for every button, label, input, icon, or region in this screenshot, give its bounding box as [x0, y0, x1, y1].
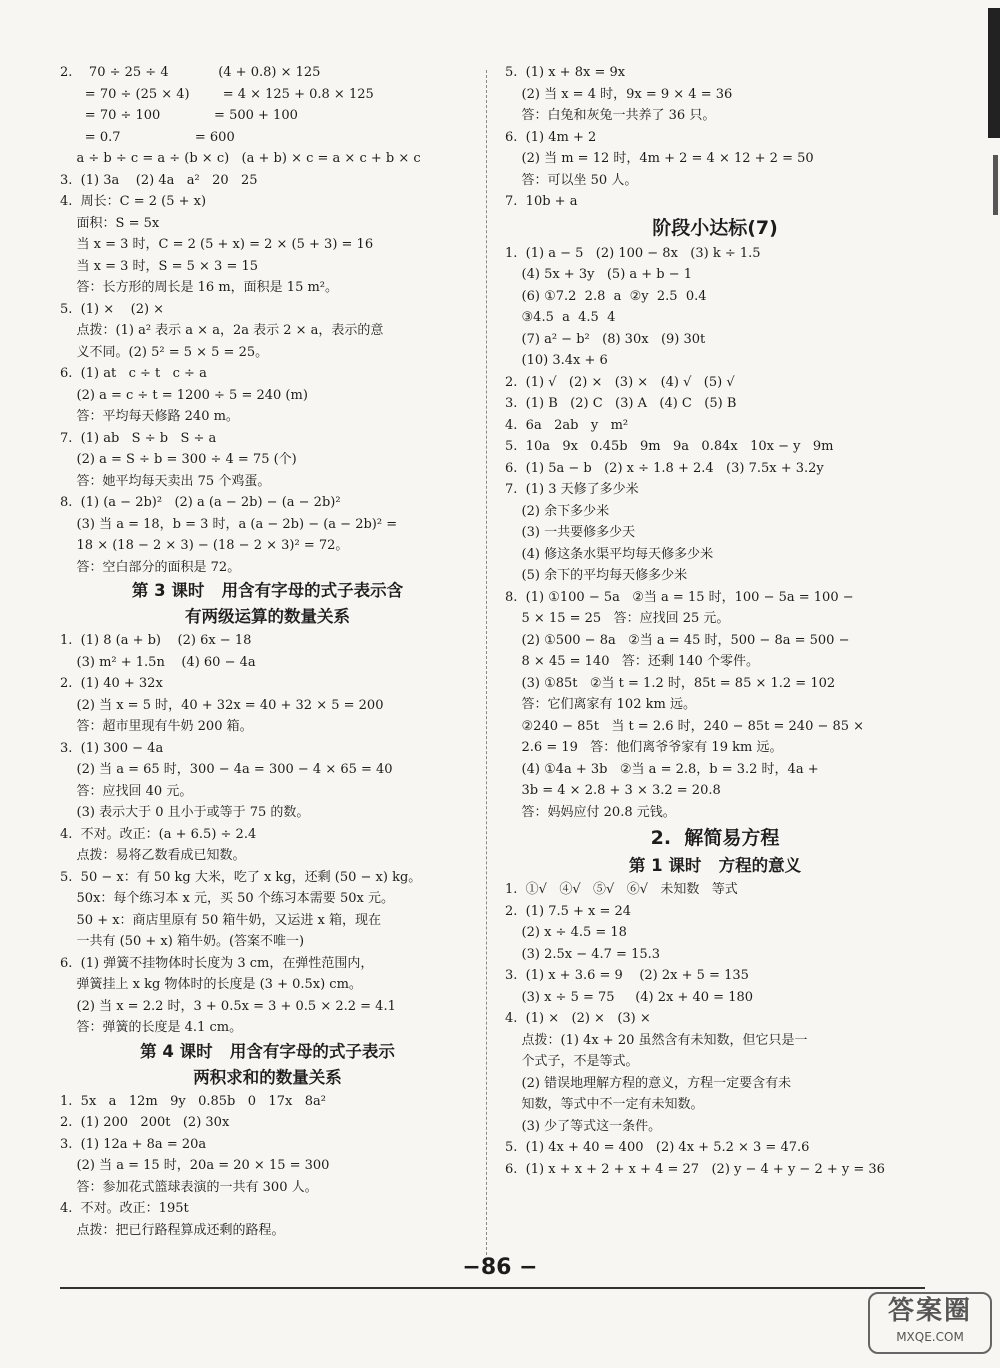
answer-line: 3. (1) B (2) C (3) A (4) C (5) B	[505, 396, 737, 411]
answer-line: ③4.5 a 4.5 4	[505, 310, 616, 325]
answer-line: (2) 当 x = 4 时，9x = 9 × 4 = 36	[505, 86, 733, 102]
answer-line: (2) 当 a = 15 时，20a = 20 × 15 = 300	[60, 1158, 330, 1173]
answer-line: 4. 周长：C = 2 (5 + x)	[60, 194, 207, 209]
answer-line: (2) 当 m = 12 时，4m + 2 = 4 × 12 + 2 = 50	[505, 151, 814, 166]
right-column	[505, 62, 925, 1180]
answer-line: 4. (1) × (2) × (3) ×	[505, 1011, 651, 1026]
bottom-rule	[60, 1287, 925, 1289]
answer-line: 个式子，不是等式。	[505, 1054, 639, 1069]
answer-line: 5. (1) × (2) ×	[60, 301, 165, 317]
watermark-stamp	[868, 1292, 992, 1354]
answer-line: 2.6 = 19 答：他们离爷爷家有 19 km 远。	[505, 740, 783, 755]
answer-line: (4) 5x + 3y (5) a + b − 1	[505, 267, 693, 282]
answer-line: 答：参加花式篮球表演的一共有 300 人。	[60, 1179, 318, 1195]
answer-line: 答：可以坐 50 人。	[505, 172, 638, 188]
answer-line: 8 × 45 = 140 答：还剩 140 个零件。	[505, 654, 759, 669]
answer-line: 50 + x：商店里原有 50 箱牛奶，又运进 x 箱，现在	[60, 912, 381, 928]
answer-line: 6. (1) 弹簧不挂物体时长度为 3 cm，在弹性范围内，	[60, 955, 374, 971]
answer-line: 8. (1) (a − 2b)² (2) a (a − 2b) − (a − 2b)²	[60, 495, 341, 510]
answer-line: ②240 − 85t 当 t = 2.6 时，240 − 85t = 240 − 85 ×	[505, 718, 865, 734]
answer-line: 2. (1) 7.5 + x = 24	[505, 903, 632, 919]
answer-line: 知数，等式中不一定有未知数。	[505, 1097, 704, 1112]
answer-line: 答：妈妈应付 20.8 元钱。	[505, 804, 676, 820]
answer-line: 一共有 (50 + x) 箱牛奶。(答案不唯一)	[60, 934, 305, 949]
answer-line: (3) 2.5x − 4.7 = 15.3	[505, 946, 661, 962]
answer-line: (2) x ÷ 4.5 = 18	[505, 925, 627, 940]
answer-line: 点拨：易将乙数看成已知数。	[60, 848, 246, 863]
stamp-url: MXQE.COM	[896, 1330, 964, 1344]
answer-line: 1. 5x a 12m 9y 0.85b 0 17x 8a²	[60, 1093, 326, 1109]
answer-line: 6. (1) at c ÷ t c ÷ a	[60, 366, 207, 381]
answer-line: 2. (1) 200 200t (2) 30x	[60, 1115, 230, 1130]
section-heading: 第 4 课时 用含有字母的式子表示	[140, 1041, 395, 1061]
answer-line: (3) m² + 1.5n (4) 60 − 4a	[60, 654, 256, 670]
answer-line: 5. 10a 9x 0.45b 9m 9a 0.84x 10x − y 9m	[505, 439, 834, 454]
answer-line: 当 x = 3 时，C = 2 (5 + x) = 2 × (5 + 3) = 16	[60, 237, 374, 252]
answer-line: 1. ①√ ④√ ⑤√ ⑥√ 未知数 等式	[505, 882, 738, 897]
answer-line: (6) ①7.2 2.8 a ②y 2.5 0.4	[505, 288, 707, 304]
answer-line: 5. 50 − x：有 50 kg 大米，吃了 x kg，还剩 (50 − x) kg。	[60, 869, 422, 885]
answer-line: (4) 修这条水渠平均每天修多少米	[505, 546, 714, 562]
answer-line: (7) a² − b² (8) 30x (9) 30t	[505, 331, 706, 347]
answer-line: 答：平均每天修路 240 m。	[60, 409, 239, 424]
answer-line: (3) ①85t ②当 t = 1.2 时，85t = 85 × 1.2 = 102	[505, 675, 836, 691]
answer-line: 3. (1) 3a (2) 4a a² 20 25	[60, 172, 258, 188]
answer-line: 2. 70 ÷ 25 ÷ 4 (4 + 0.8) × 125	[60, 65, 321, 80]
answer-line: 5. (1) x + 8x = 9x	[505, 65, 626, 80]
answer-line: (2) 余下多少米	[505, 503, 610, 519]
answer-line: (3) 一共要修多少天	[505, 525, 636, 540]
answer-line: 4. 6a 2ab y m²	[505, 417, 629, 433]
answer-line: 答：它们离家有 102 km 远。	[505, 697, 696, 712]
answer-line: (2) 错误地理解方程的意义，方程一定要含有未	[505, 1075, 792, 1091]
answer-line: (2) ①500 − 8a ②当 a = 45 时，500 − 8a = 500 −	[505, 632, 850, 648]
answer-line: 答：超市里现有牛奶 200 箱。	[60, 719, 253, 734]
answer-line: 答：长方形的周长是 16 m，面积是 15 m²。	[60, 280, 339, 295]
answer-line: 7. (1) 3 天修了多少米	[505, 482, 639, 497]
answer-line: 答：应找回 40 元。	[60, 783, 193, 799]
answer-line: 6. (1) 5a − b (2) x ÷ 1.8 + 2.4 (3) 7.5x + 3.2y	[505, 460, 824, 476]
left-column	[60, 62, 475, 1241]
answer-line: 面积：S = 5x	[60, 215, 160, 231]
answer-line: (2) a = S ÷ b = 300 ÷ 4 = 75 (个)	[60, 452, 297, 467]
answer-line: 3. (1) 300 − 4a	[60, 740, 164, 756]
answer-line: 8. (1) ①100 − 5a ②当 a = 15 时，100 − 5a = 100 −	[505, 589, 854, 605]
answer-line: 3. (1) 12a + 8a = 20a	[60, 1136, 207, 1152]
section-heading: 第 3 课时 用含有字母的式子表示含	[131, 581, 404, 600]
answer-line: 答：白兔和灰兔一共养了 36 只。	[505, 108, 716, 123]
answer-line: 3b = 4 × 2.8 + 3 × 3.2 = 20.8	[505, 783, 721, 798]
answer-line: 答：她平均每天卖出 75 个鸡蛋。	[60, 473, 271, 489]
answer-line: 6. (1) x + x + 2 + x + 4 = 27 (2) y − 4 + y − 2 + y = 36	[505, 1161, 885, 1177]
answer-line: (5) 余下的平均每天修多少米	[505, 568, 688, 583]
answer-line: 18 × (18 − 2 × 3) − (18 − 2 × 3)² = 72。	[60, 538, 349, 553]
answer-line: = 70 ÷ (25 × 4) = 4 × 125 + 0.8 × 125	[60, 86, 374, 102]
answer-line: (10) 3.4x + 6	[505, 353, 608, 368]
answer-line: 1. (1) a − 5 (2) 100 − 8x (3) k ÷ 1.5	[505, 245, 761, 261]
answer-line: 4. 不对。改正：195t	[60, 1201, 189, 1216]
answer-line: 当 x = 3 时，S = 5 × 3 = 15	[60, 258, 259, 274]
section-heading: 有两级运算的数量关系	[185, 607, 350, 626]
section-heading: 2. 解简易方程	[650, 827, 780, 849]
section-heading: 第 1 课时 方程的意义	[628, 856, 802, 875]
answer-line: 3. (1) x + 3.6 = 9 (2) 2x + 5 = 135	[505, 968, 749, 983]
answer-line: (2) 当 x = 2.2 时，3 + 0.5x = 3 + 0.5 × 2.2 = 4.1	[60, 998, 396, 1014]
answer-line: 点拨：把已行路程算成还剩的路程。	[60, 1222, 285, 1238]
answer-line: 7. 10b + a	[505, 194, 578, 209]
answer-line: 50x：每个练习本 x 元，买 50 个练习本需要 50x 元。	[60, 891, 394, 906]
answer-line: = 70 ÷ 100 = 500 + 100	[60, 108, 298, 123]
page-number: −86 −	[462, 1255, 538, 1280]
answer-line: (2) 当 a = 65 时，300 − 4a = 300 − 4 × 65 = 40	[60, 762, 393, 777]
section-heading: 两积求和的数量关系	[193, 1067, 342, 1087]
stamp-title: 答案圈	[887, 1296, 972, 1326]
answer-line: (2) 当 x = 5 时，40 + 32x = 40 + 32 × 5 = 200	[60, 697, 384, 713]
answer-line: 点拨：(1) a² 表示 a × a，2a 表示 2 × a，表示的意	[60, 323, 384, 338]
answer-line: (4) ①4a + 3b ②当 a = 2.8，b = 3.2 时，4a +	[505, 761, 819, 777]
scan-edge-mark	[988, 8, 1000, 138]
answer-line: 2. (1) √ (2) × (3) × (4) √ (5) √	[505, 374, 735, 390]
section-heading: 阶段小达标(7)	[652, 216, 778, 239]
answer-line: 5 × 15 = 25 答：应找回 25 元。	[505, 611, 730, 626]
answer-line: (3) 少了等式这一条件。	[505, 1118, 662, 1134]
scan-edge-mark-2	[993, 155, 998, 215]
answer-line: (3) 表示大于 0 且小于或等于 75 的数。	[60, 805, 310, 820]
answer-line: (2) a = c ÷ t = 1200 ÷ 5 = 240 (m)	[60, 387, 308, 403]
answer-line: 5. (1) 4x + 40 = 400 (2) 4x + 5.2 × 3 = 47.6	[505, 1140, 810, 1155]
answer-line: 答：空白部分的面积是 72。	[60, 559, 241, 575]
answer-line: 1. (1) 8 (a + b) (2) 6x − 18	[60, 633, 252, 648]
answer-line: 答：弹簧的长度是 4.1 cm。	[60, 1020, 243, 1035]
answer-line: = 0.7 = 600	[60, 129, 235, 145]
answer-line: a ÷ b ÷ c = a ÷ (b × c) (a + b) × c = a × c + b × c	[60, 151, 421, 166]
column-divider	[486, 70, 487, 1255]
answer-line: 弹簧挂上 x kg 物体时的长度是 (3 + 0.5x) cm。	[60, 977, 362, 992]
answer-line: (3) x ÷ 5 = 75 (4) 2x + 40 = 180	[505, 989, 754, 1005]
answer-line: 2. (1) 40 + 32x	[60, 676, 163, 691]
answer-line: (3) 当 a = 18，b = 3 时，a (a − 2b) − (a − 2b)² =	[60, 516, 398, 532]
answer-line: 点拨：(1) 4x + 20 虽然含有未知数，但它只是一	[505, 1032, 808, 1048]
answer-line: 义不同。(2) 5² = 5 × 5 = 25。	[60, 344, 269, 360]
answer-line: 7. (1) ab S ÷ b S ÷ a	[60, 430, 217, 446]
answer-line: 6. (1) 4m + 2	[505, 129, 597, 145]
answer-line: 4. 不对。改正：(a + 6.5) ÷ 2.4	[60, 826, 257, 842]
